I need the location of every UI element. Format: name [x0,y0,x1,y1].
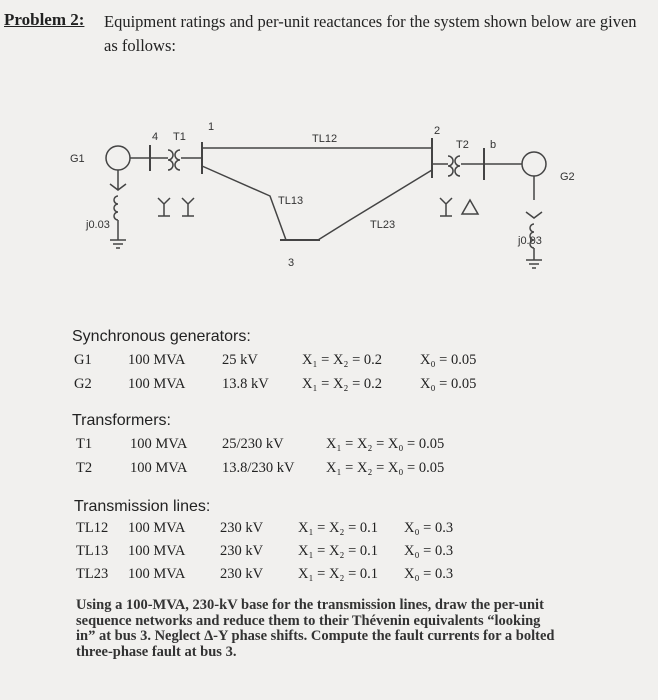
generator-x0: X₀ = 0.05 [420,352,477,368]
generator-name: G1 [74,352,92,368]
generator-x12: X₁ = X₂ = 0.2 [302,376,383,392]
line-mva: 100 MVA [128,520,186,536]
generator-x12: X₁ = X₂ = 0.2 [302,352,383,368]
label-bus-b: b [490,139,497,151]
generator-mva: 100 MVA [128,376,186,392]
transformer-kv: 25/230 kV [222,436,284,452]
line-x12: X₁ = X₂ = 0.1 [298,520,379,536]
lines-title: Transmission lines: [74,498,211,515]
transformer-name: T2 [76,460,93,476]
line-name: TL12 [76,520,109,536]
generator-x0: X₀ = 0.05 [420,376,477,392]
line-x0: X₀ = 0.3 [404,520,454,536]
label-g1: G1 [70,153,85,165]
line-mva: 100 MVA [128,543,186,559]
one-line-diagram [0,100,658,280]
transformer-x: X₁ = X₂ = X₀ = 0.05 [326,436,445,452]
line-kv: 230 kV [220,566,264,582]
label-ground-g1: j0.03 [86,219,110,231]
ground-t1-symbol [158,198,194,216]
transformers-title: Transformers: [72,412,171,429]
line-mva: 100 MVA [128,566,186,582]
label-bus-1: 1 [208,121,215,133]
generator-g2-symbol [522,152,546,176]
line-x12: X₁ = X₂ = 0.1 [298,543,379,559]
line-kv: 230 kV [220,543,264,559]
generator-kv: 13.8 kV [222,376,269,392]
label-tl23: TL23 [370,219,396,231]
generators-title: Synchronous generators: [72,328,251,345]
label-g2: G2 [560,171,575,183]
transformer-name: T1 [76,436,93,452]
label-bus-3: 3 [288,257,295,269]
line-kv: 230 kV [220,520,264,536]
label-bus-4: 4 [152,131,159,143]
problem-instructions: Using a 100-MVA, 230-kV base for the transmission lines, draw the per-unit sequence networks and reduce them to their Thévenin equivalents “looking in” at bus 3. Neglect Δ-Y phase shifts. Compute the fault currents for a bolted three-phase fault at bus 3. [76,597,555,660]
label-ground-g2: j0.03 [518,235,542,247]
transformer-t1-symbol [168,150,180,170]
line-x12: X₁ = X₂ = 0.1 [298,566,379,582]
problem-intro: Equipment ratings and per-unit reactances for the system shown below are given as follows: [104,12,637,55]
problem-label: Problem 2: [4,10,85,29]
line-tl23 [300,170,432,240]
line-x0: X₀ = 0.3 [404,566,454,582]
ground-t2-symbol [440,198,478,216]
ground-g2-symbol [526,176,542,268]
transformer-kv: 13.8/230 kV [222,460,295,476]
line-name: TL23 [76,566,109,582]
transformer-mva: 100 MVA [130,460,188,476]
ground-g1-symbol [110,170,126,248]
generator-name: G2 [74,376,92,392]
line-x0: X₀ = 0.3 [404,543,454,559]
generator-g1-symbol [106,146,130,170]
line-name: TL13 [76,543,109,559]
label-t1: T1 [173,131,186,143]
label-t2: T2 [456,139,469,151]
transformer-x: X₁ = X₂ = X₀ = 0.05 [326,460,445,476]
label-tl13: TL13 [278,195,304,207]
label-bus-2: 2 [434,125,441,137]
transformer-t2-symbol [448,156,460,176]
transformer-mva: 100 MVA [130,436,188,452]
label-tl12: TL12 [312,133,338,145]
generator-kv: 25 kV [222,352,258,368]
generator-mva: 100 MVA [128,352,186,368]
